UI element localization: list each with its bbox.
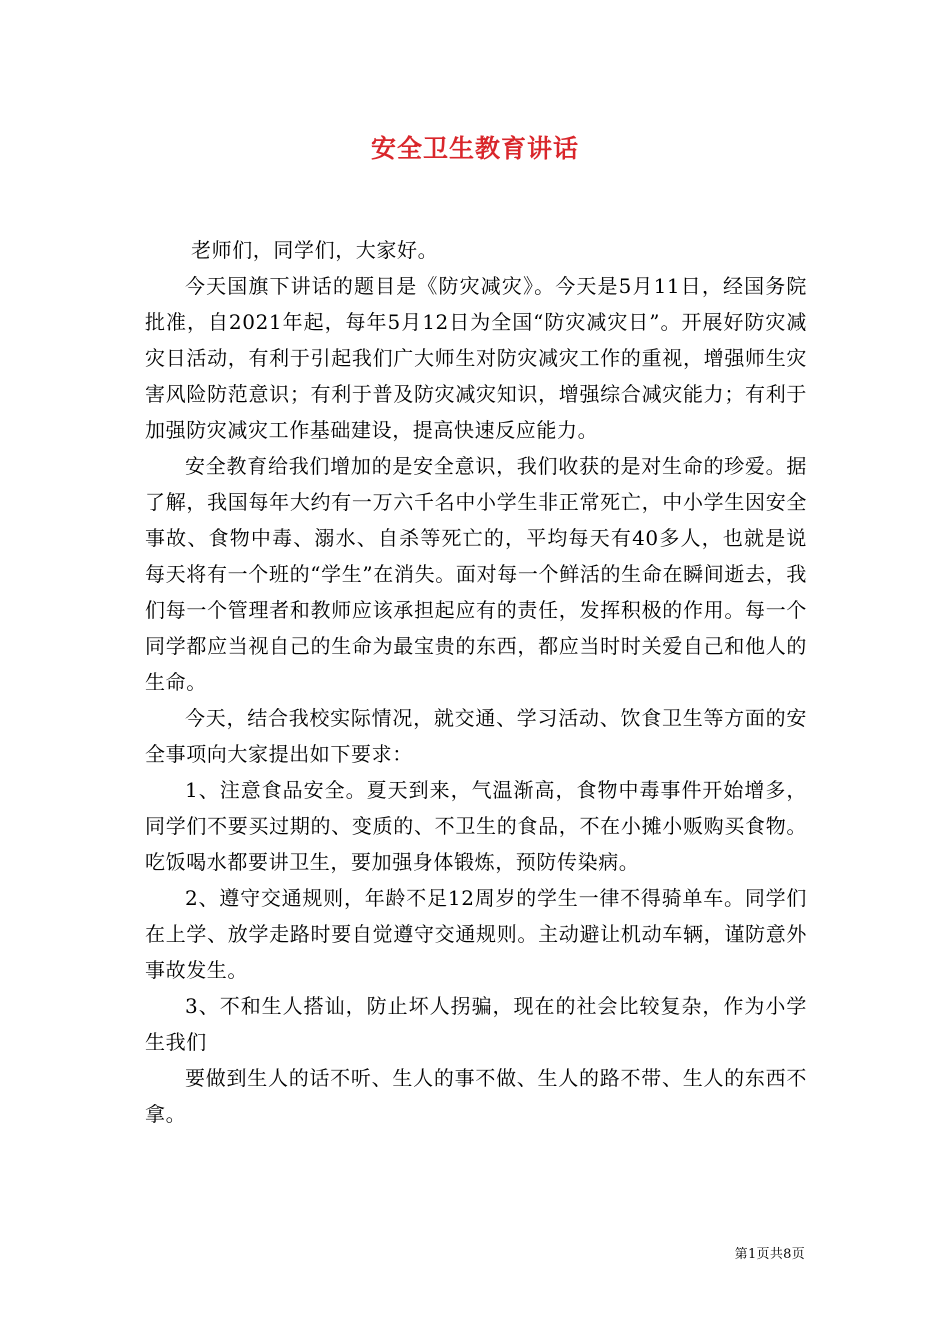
paragraph-stranger-rules: 要做到生人的话不听、生人的事不做、生人的路不带、生人的东西不拿。: [145, 1066, 807, 1126]
document-title: 安全卫生教育讲话: [370, 134, 579, 163]
paragraph-strangers: 3、不和生人搭讪，防止坏人拐骗，现在的社会比较复杂，作为小学生我们: [145, 994, 807, 1054]
document-body: [145, 232, 807, 1132]
page-number: 第1页共8页: [734, 1247, 805, 1262]
paragraph-traffic-rules: 2、遵守交通规则，年龄不足12周岁的学生一律不得骑单车。同学们在上学、放学走路时要自觉遵守交通规则。主动避让机动车辆，谨防意外事故发生。: [145, 886, 807, 982]
paragraph-requirements-intro: 今天，结合我校实际情况，就交通、学习活动、饮食卫生等方面的安全事项向大家提出如下要求：: [145, 706, 807, 766]
paragraph-safety-awareness: 安全教育给我们增加的是安全意识，我们收获的是对生命的珍爱。据了解，我国每年大约有一万六千名中小学生非正常死亡，中小学生因安全事故、食物中毒、溺水、自杀等死亡的，平均每天有40多人，也就是说每天将有一个班的“学生”在消失。面对每一个鲜活的生命在瞬间逝去，我们每一个管理者和教师应该承担起应有的责任，发挥积极的作用。每一个同学都应当视自己的生命为最宝贵的东西，都应当时时关爱自己和他人的生命。: [145, 454, 807, 694]
paragraph-topic: 今天国旗下讲话的题目是《防灾减灾》。今天是5月11日，经国务院批准，自2021年起，每年5月12日为全国“防灾减灾日”。开展好防灾减灾日活动，有利于引起我们广大师生对防灾减灾工作的重视，增强师生灾害风险防范意识；有利于普及防灾减灾知识，增强综合减灾能力；有利于加强防灾减灾工作基础建设，提高快速反应能力。: [145, 274, 807, 442]
paragraph-greeting: 老师们，同学们，大家好。: [191, 238, 439, 262]
paragraph-food-safety: 1、注意食品安全。夏天到来，气温渐高，食物中毒事件开始增多，同学们不要买过期的、变质的、不卫生的食品，不在小摊小贩购买食物。吃饭喝水都要讲卫生，要加强身体锻炼，预防传染病。: [145, 778, 807, 874]
